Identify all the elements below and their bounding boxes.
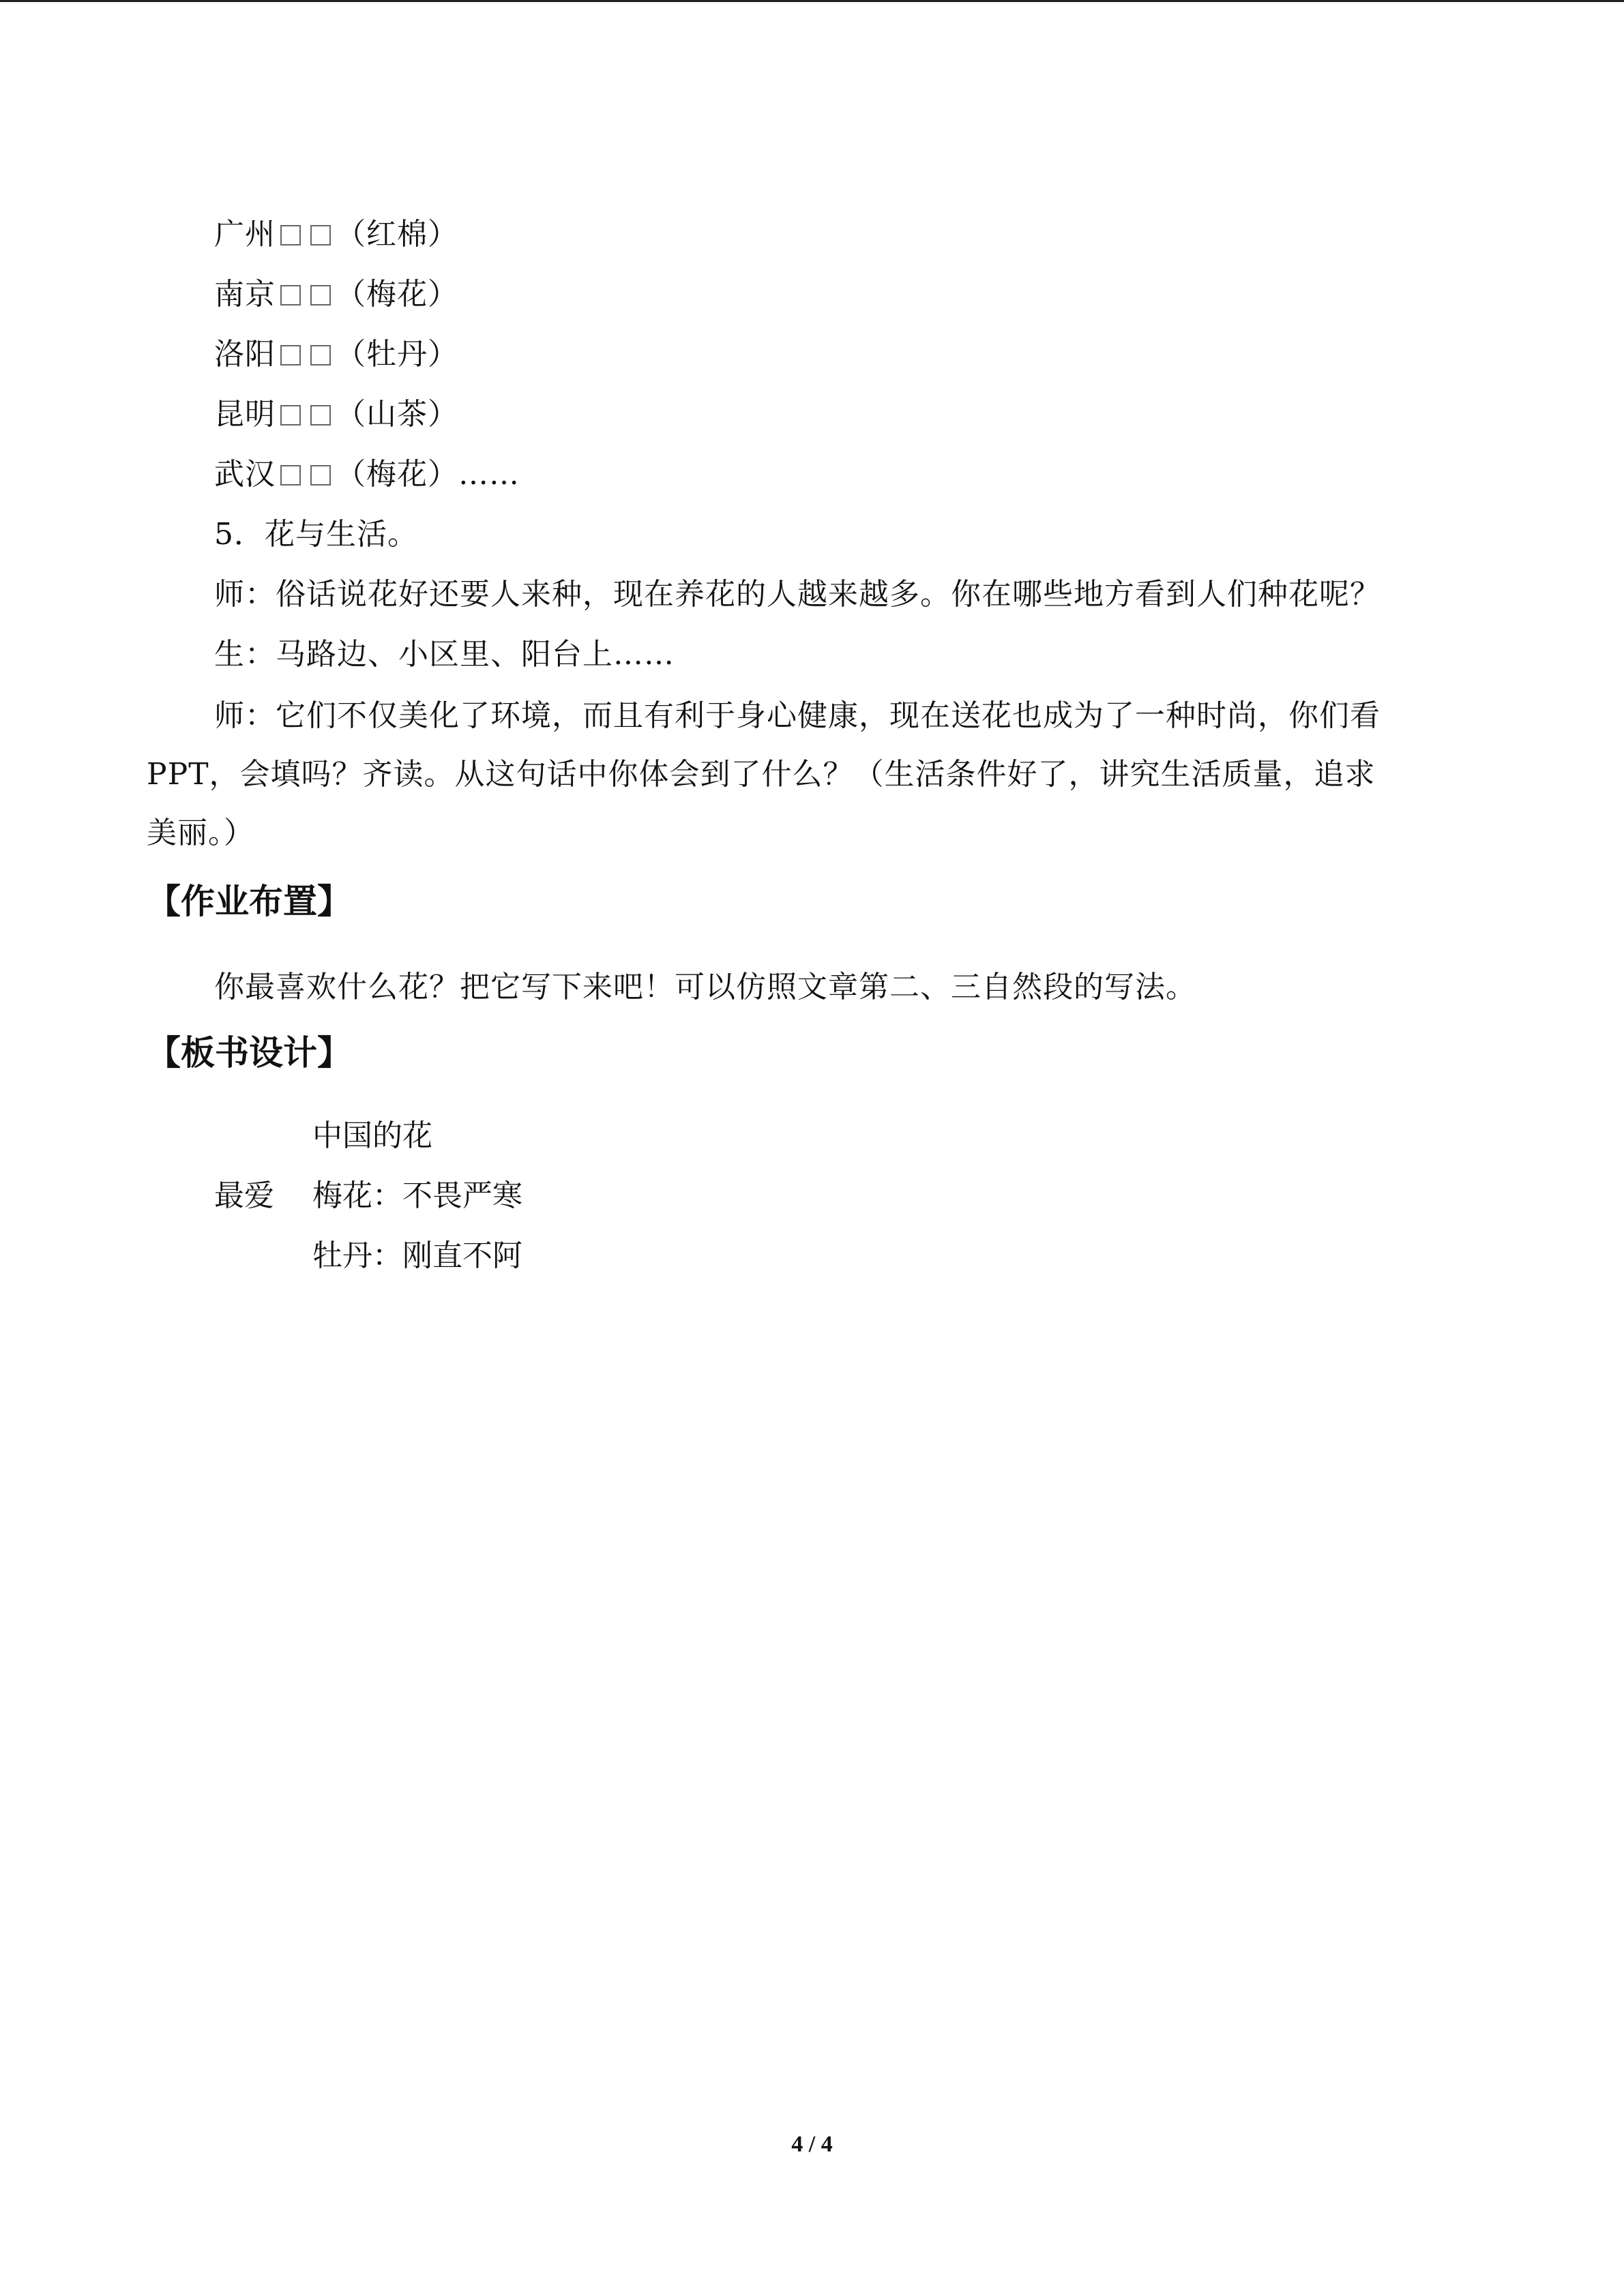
- teacher-paragraph-line: PPT，会填吗？齐读。从这句话中你体会到了什么？（生活条件好了，讲究生活质量，追求: [147, 757, 1376, 792]
- flower-name: （红棉）: [336, 217, 458, 252]
- city-name: 洛阳: [214, 337, 276, 372]
- blank-box: [280, 405, 301, 426]
- city-name: 武汉: [214, 457, 276, 492]
- city-flower-item: [214, 334, 458, 375]
- teacher-paragraph-line: 美丽。）: [147, 816, 254, 850]
- board-title: 中国的花: [312, 1118, 432, 1153]
- board-label: 最爱: [214, 1178, 274, 1213]
- page-number: 4 / 4: [791, 2132, 833, 2157]
- blank-box: [310, 465, 331, 486]
- city-flower-item: [214, 214, 458, 255]
- city-flower-item: [214, 454, 520, 495]
- blank-box: [280, 225, 301, 245]
- city-name: 广州: [214, 217, 276, 252]
- city-name: 昆明: [214, 397, 276, 432]
- flower-name: （梅花）: [336, 277, 458, 312]
- teacher-paragraph-line: 师：它们不仅美化了环境，而且有利于身心健康，现在送花也成为了一种时尚，你们看: [214, 698, 1381, 733]
- student-answer: 生：马路边、小区里、阳台上……: [214, 637, 675, 672]
- page-top-border: [0, 0, 1624, 2]
- blank-box: [280, 285, 301, 305]
- flower-name: （梅花）……: [336, 457, 520, 492]
- board-item: 梅花：不畏严寒: [312, 1178, 522, 1213]
- blank-box: [310, 225, 331, 245]
- board-design-heading: 【板书设计】: [147, 1033, 351, 1073]
- section-title: 5．花与生活。: [214, 517, 418, 552]
- flower-name: （牡丹）: [336, 337, 458, 372]
- city-flower-item: [214, 394, 458, 435]
- blank-box: [310, 405, 331, 426]
- homework-text: 你最喜欢什么花？把它写下来吧！可以仿照文章第二、三自然段的写法。: [214, 970, 1196, 1004]
- teacher-question: 师：俗话说花好还要人来种，现在养花的人越来越多。你在哪些地方看到人们种花呢？: [214, 577, 1381, 612]
- blank-box: [310, 285, 331, 305]
- homework-heading: 【作业布置】: [147, 882, 351, 921]
- flower-name: （山茶）: [336, 397, 458, 432]
- blank-box: [310, 345, 331, 366]
- blank-box: [280, 465, 301, 486]
- board-item: 牡丹：刚直不阿: [312, 1238, 522, 1273]
- city-name: 南京: [214, 277, 276, 312]
- blank-box: [280, 345, 301, 366]
- city-flower-item: [214, 274, 458, 315]
